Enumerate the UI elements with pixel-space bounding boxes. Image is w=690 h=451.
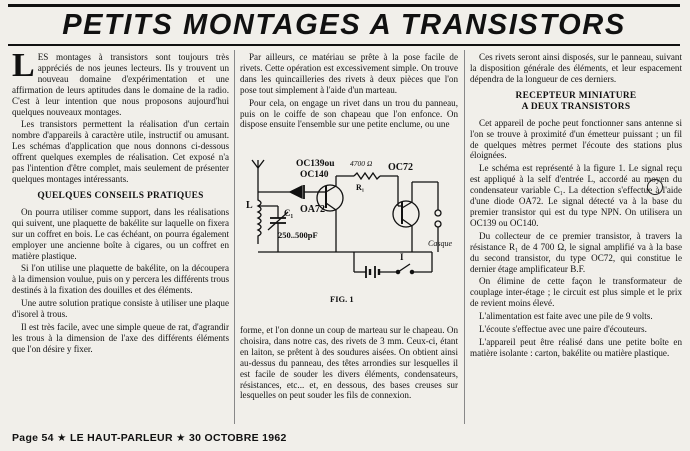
article-title: PETITS MONTAGES A TRANSISTORS (62, 9, 626, 41)
transistor-2-label: OC72 (388, 162, 413, 173)
diode-label: OA72 (300, 204, 325, 215)
paragraph: Il est très facile, avec une simple queue de rat, d'agrandir les trous à la dimension de l'axe des différents éléments que l'on désire y fixer. (12, 321, 229, 354)
column-2-continued (240, 325, 458, 401)
page-footer: Page 54 ★ LE HAUT-PARLEUR ★ 30 OCTOBRE 1962 (12, 432, 287, 444)
paragraph: L'alimentation est faite avec une pile de 9 volts. (479, 311, 653, 322)
heading-line-2: A DEUX TRANSISTORS (521, 101, 631, 112)
paragraph: Si l'on utilise une plaquette de bakélite, on la découpera à la dimension voulue, puis on y percera les différents trous destinés à la fixation des douilles et des éléments. (12, 263, 229, 296)
paragraph: Le schéma est représenté à la figure 1. Le signal reçu est appliqué à la self d'entrée L, accordé au moyen du condensateur variable C₁. La détection s'effectue à l'aide d'une diode OA72. Le signal détecté va à la base du premier transistor qui est du type NPN. On utilisera un OC139 ou OC140. (470, 163, 682, 228)
intro-text: ES montages à transistors sont toujours très appréciés de nos jeunes lecteurs. Ils y trouvent un nouveau domaine d'expérimentation et une affirmation de leurs aptitudes dans le domaine de la radio. C'est à leur intention que nous proposons aujourd'hui quelques nouveaux montages. (12, 52, 229, 117)
inductor-coil (258, 192, 261, 244)
section-heading-receiver (470, 91, 682, 113)
resistor-value: 4700 Ω (350, 159, 373, 168)
title-band (8, 4, 680, 46)
headphone-label: Casque (428, 239, 452, 248)
paragraph: Par ailleurs, ce matériau se prête à la pose facile de rivets. Cette opération est excessivement simple. On trouve dans les quincailleries des rivets à deux pièces que l'on pose tout simplement à l'aide d'un marteau. (240, 52, 458, 95)
paragraph: On élimine de cette façon le transformateur de couplage inter-étage ; le circuit est plus simple et le prix de revient moins élevé. (470, 276, 682, 309)
drop-cap: L (12, 47, 35, 84)
column-rule-2 (464, 50, 465, 424)
section-heading: QUELQUES CONSEILS PRATIQUES (37, 190, 204, 201)
paragraph: forme, et l'on donne un coup de marteau sur le chapeau. On choisira, dans notre cas, des rivets de 3 mm. Ceux-ci, étant en laiton, se prêtent à des soudures aisées. On obtient ainsi au-dessus du panneau, des têtes arrondies sur lesquelles il est facile de souder les divers éléments, condensateurs, résistances, etc... et, en dessous, des bases creuses sur lesquelles on peut souder les fils de connexion. (240, 325, 458, 401)
paragraph: Ces rivets seront ainsi disposés, sur le panneau, suivant la disposition générale des éléments, et leur espacement dépendra de la longueur de ces derniers. (470, 52, 682, 84)
capacitor-label: C₁ (284, 208, 294, 218)
column-2 (240, 52, 458, 132)
column-1 (12, 47, 229, 357)
resistor-label: R₁ (356, 183, 365, 192)
inductor-label: L (246, 200, 253, 211)
paragraph: Pour cela, on engage un rivet dans un trou du panneau, puis on le coiffe de son chapeau que l'on enfonce. On dispose ensuite l'ensemble sur une petite enclume, ou une (240, 97, 458, 130)
paragraph: L'écoute s'effectue avec une paire d'écouteurs. (479, 324, 647, 335)
heading-line-1: RECEPTEUR MINIATURE (515, 90, 637, 101)
paragraph: Cet appareil de poche peut fonctionner sans antenne si l'on se trouve à proximité d'un émetteur puissant ; un fil de quelques mètres permet l'écoute des stations plus éloignées. (470, 117, 682, 161)
paragraph: Les transistors permettent la réalisation d'un certain nombre d'appareils à caractère utile, instructif ou amusant. Les schémas d'application que nous donnons ci-dessous offrent quelques exemples de réalisation. Cet exposé n'a pas l'intention d'être complet, mais seulement de présenter quelques montages intéressants. (12, 119, 229, 184)
paragraph: Une autre solution pratique consiste à utiliser une plaque d'isorel à trous. (12, 298, 229, 320)
figure-caption: FIG. 1 (330, 294, 354, 304)
circuit-diagram (238, 152, 460, 322)
capacitor-value: 250..500pF (278, 230, 318, 240)
resistor-r1 (354, 173, 380, 179)
paragraph: L'appareil peut être réalisé dans une petite boîte en matière isolante : carton, bakélite ou matière plastique. (470, 336, 682, 358)
transistor-1-label: OC139ou (296, 159, 335, 169)
annotation-circle (647, 179, 663, 195)
transistor-1-label-alt: OC140 (300, 170, 329, 180)
column-rule-1 (234, 50, 235, 424)
switch-label: I (400, 252, 404, 262)
intro-paragraph (12, 47, 229, 117)
column-3 (470, 52, 682, 361)
paragraph: Du collecteur de ce premier transistor, à travers la résistance R₁ de 4 700 Ω, le signal amplifié va à la base du second transistor, du type OC72, qui constitue le dernier étage amplificateur B.F. (470, 230, 682, 274)
paragraph: On pourra utiliser comme support, dans les réalisations qui suivent, une plaquette de bakélite sur laquelle on fixera sur un coffret en bois. Le cas échéant, on pourra également employer une ancienne boîte à cigares, ou un coffret en matière plastique. (12, 206, 229, 261)
